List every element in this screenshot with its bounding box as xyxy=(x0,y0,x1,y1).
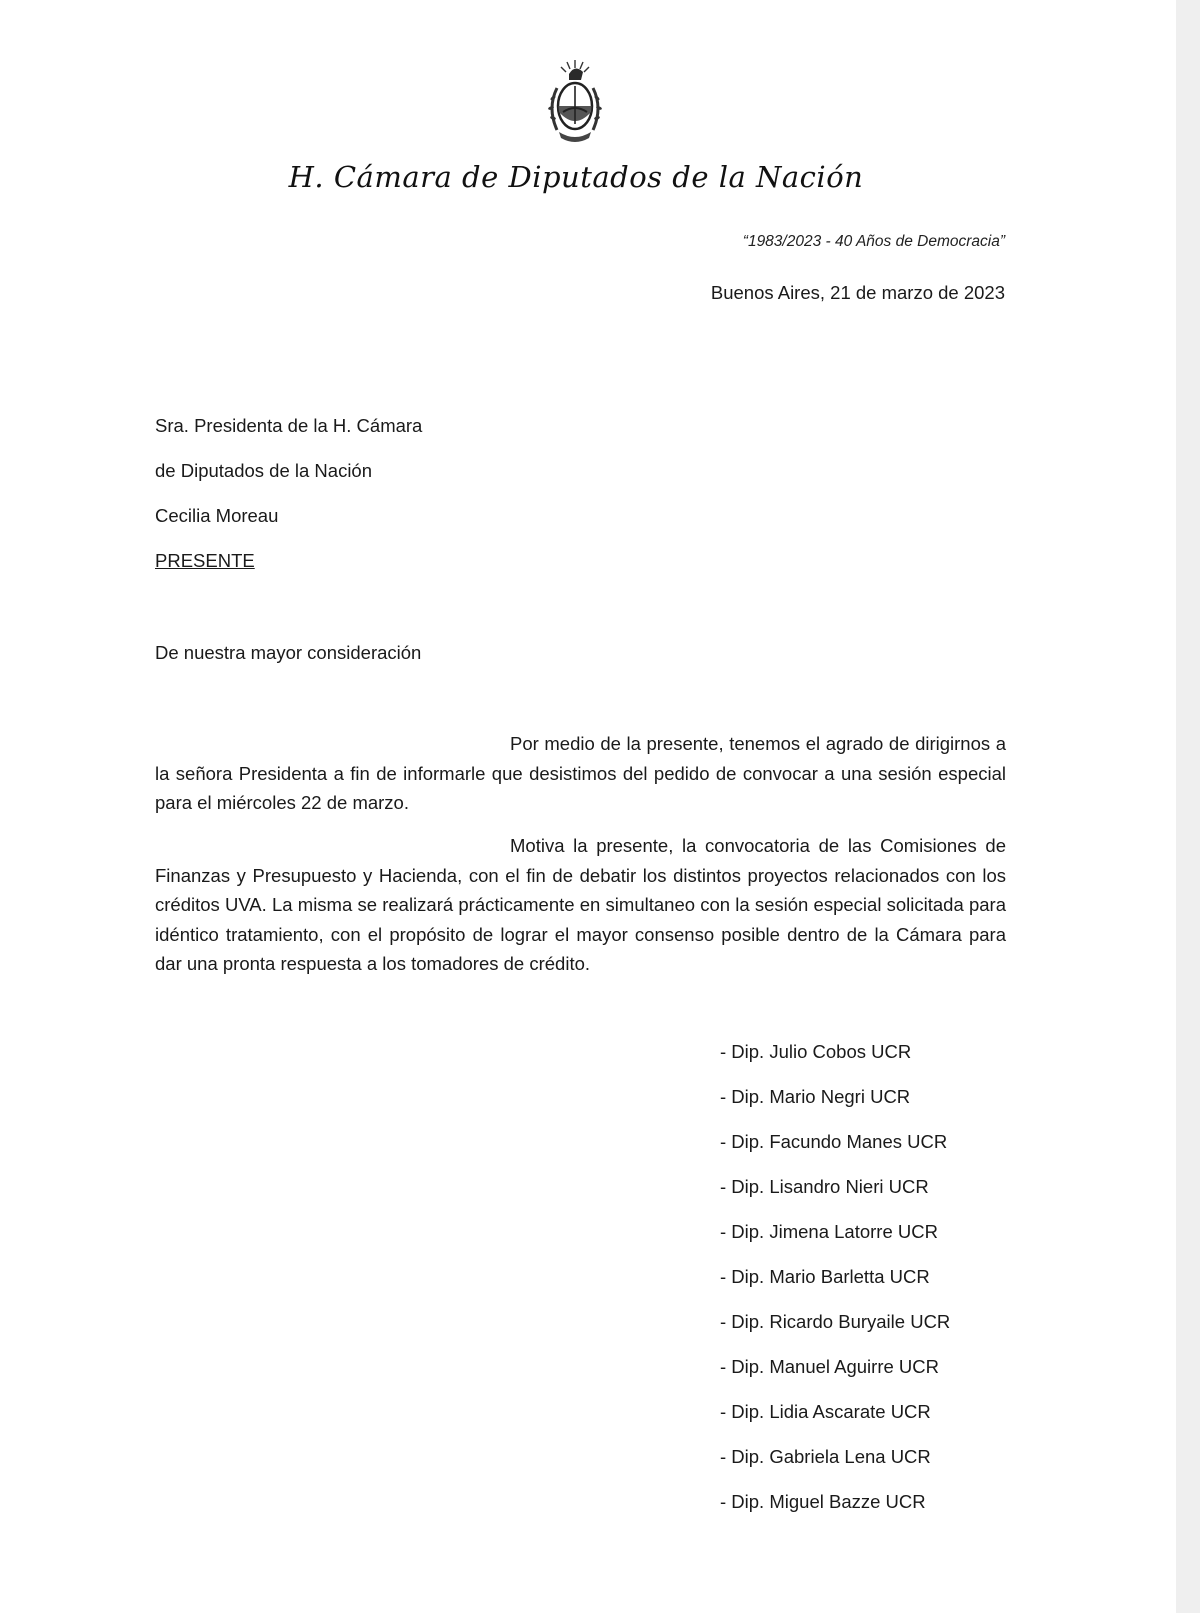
signatory-item: - Dip. Jimena Latorre UCR xyxy=(720,1221,938,1242)
signatory-item: - Dip. Mario Negri UCR xyxy=(720,1086,911,1107)
chamber-title: H. Cámara de Diputados de la Nación xyxy=(288,160,864,194)
salutation: De nuestra mayor consideración xyxy=(155,642,422,663)
signatory-item: - Dip. Gabriela Lena UCR xyxy=(720,1446,931,1467)
coat-of-arms-icon xyxy=(545,58,605,144)
signatory-item: - Dip. Mario Barletta UCR xyxy=(720,1266,930,1287)
signatories-list xyxy=(720,1040,950,1535)
signatory-item: - Dip. Manuel Aguirre UCR xyxy=(720,1356,939,1377)
commemorative-motto: “1983/2023 - 40 Años de Democracia” xyxy=(742,233,1005,250)
viewer-margin xyxy=(1176,0,1200,1613)
signatory-item: - Dip. Ricardo Buryaile UCR xyxy=(720,1311,951,1332)
signatory-item: - Dip. Julio Cobos UCR xyxy=(720,1041,912,1062)
signatory-item: - Dip. Facundo Manes UCR xyxy=(720,1131,948,1152)
date-line: Buenos Aires, 21 de marzo de 2023 xyxy=(710,282,1005,303)
addressee-line-2: de Diputados de la Nación xyxy=(155,460,373,481)
body-paragraph-2 xyxy=(155,831,1006,979)
body-paragraph-2-text: Motiva la presente, la convocatoria de las Comisiones de Finanzas y Presupuesto y Hacienda, con el fin de debatir los distintos proyectos relacionados con los créditos UVA. La misma se realizará prácticamente en simultaneo con la sesión especial solicitada para idéntico tratamiento, con el propósito de lograr el mayor consenso posible dentro de la Cámara para dar una pronta respuesta a los tomadores de crédito. xyxy=(155,835,1006,974)
addressee-name: Cecilia Moreau xyxy=(155,505,279,526)
body-paragraph-1 xyxy=(155,729,1006,818)
signatory-item: - Dip. Lidia Ascarate UCR xyxy=(720,1401,931,1422)
addressee-block xyxy=(155,414,422,594)
body-paragraph-1-text: Por medio de la presente, tenemos el agrado de dirigirnos a la señora Presidenta a fin de informarle que desistimos del pedido de convocar a una sesión especial para el miércoles 22 de marzo. xyxy=(155,733,1006,813)
signatory-item: - Dip. Miguel Bazze UCR xyxy=(720,1491,926,1512)
addressee-line-1: Sra. Presidenta de la H. Cámara xyxy=(155,415,423,436)
presente-label: PRESENTE xyxy=(155,550,255,571)
signatory-item: - Dip. Lisandro Nieri UCR xyxy=(720,1176,929,1197)
